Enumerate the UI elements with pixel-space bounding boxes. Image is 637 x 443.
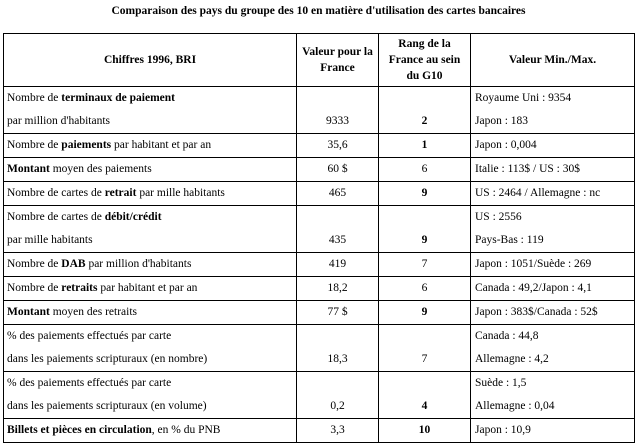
min-max-value: US : 2464 / Allemagne : nc	[471, 182, 635, 206]
france-value: 0,2	[297, 372, 379, 419]
row-label: Nombre de retraits par habitant et par an	[4, 277, 297, 301]
min-max-value: US : 2556 Pays-Bas : 119	[471, 206, 635, 253]
header-chiffres: Chiffres 1996, BRI	[4, 34, 297, 87]
row-label: % des paiements effectués par carte dans les paiements scripturaux (en volume)	[4, 372, 297, 419]
min-max-value: Canada : 49,2/Japon : 4,1	[471, 277, 635, 301]
france-rank: 10	[379, 419, 471, 443]
row-label: Nombre de DAB par million d'habitants	[4, 253, 297, 277]
table-row	[4, 372, 635, 419]
table-row	[4, 134, 635, 158]
france-rank: 9	[379, 182, 471, 206]
min-max-value: Japon : 0,004	[471, 134, 635, 158]
france-rank: 9	[379, 206, 471, 253]
france-value: 9333	[297, 87, 379, 134]
france-value: 3,3	[297, 419, 379, 443]
min-max-value: Suède : 1,5 Allemagne : 0,04	[471, 372, 635, 419]
table-body	[4, 87, 635, 443]
row-label: Billets et pièces en circulation, en % du PNB	[4, 419, 297, 443]
france-value: 419	[297, 253, 379, 277]
table-row	[4, 206, 635, 253]
table-row	[4, 253, 635, 277]
france-value: 465	[297, 182, 379, 206]
min-max-value: Japon : 10,9	[471, 419, 635, 443]
table-row	[4, 182, 635, 206]
table-row	[4, 301, 635, 325]
table-row	[4, 325, 635, 372]
row-label: Nombre de cartes de débit/crédit par mille habitants	[4, 206, 297, 253]
min-max-value: Japon : 383$/Canada : 52$	[471, 301, 635, 325]
header-valeur-france: Valeur pour la France	[297, 34, 379, 87]
comparison-table	[3, 33, 635, 443]
france-rank: 1	[379, 134, 471, 158]
france-value: 18,2	[297, 277, 379, 301]
france-rank: 7	[379, 253, 471, 277]
france-rank: 2	[379, 87, 471, 134]
row-label: Nombre de cartes de retrait par mille habitants	[4, 182, 297, 206]
row-label: % des paiements effectués par carte dans les paiements scripturaux (en nombre)	[4, 325, 297, 372]
france-rank: 4	[379, 372, 471, 419]
header-rang-france: Rang de la France au sein du G10	[379, 34, 471, 87]
row-label: Montant moyen des paiements	[4, 158, 297, 182]
france-rank: 9	[379, 301, 471, 325]
row-label: Nombre de terminaux de paiement par million d'habitants	[4, 87, 297, 134]
header-row	[4, 34, 635, 87]
table-row	[4, 158, 635, 182]
france-rank: 6	[379, 277, 471, 301]
row-label: Nombre de paiements par habitant et par an	[4, 134, 297, 158]
france-value: 35,6	[297, 134, 379, 158]
min-max-value: Italie : 113$ / US : 30$	[471, 158, 635, 182]
header-valeur-min-max: Valeur Min./Max.	[471, 34, 635, 87]
table-row	[4, 277, 635, 301]
france-value: 60 $	[297, 158, 379, 182]
france-value: 77 $	[297, 301, 379, 325]
france-value: 435	[297, 206, 379, 253]
row-label: Montant moyen des retraits	[4, 301, 297, 325]
min-max-value: Royaume Uni : 9354 Japon : 183	[471, 87, 635, 134]
table-row	[4, 87, 635, 134]
france-rank: 6	[379, 158, 471, 182]
france-rank: 7	[379, 325, 471, 372]
min-max-value: Japon : 1051/Suède : 269	[471, 253, 635, 277]
france-value: 18,3	[297, 325, 379, 372]
table-title: Comparaison des pays du groupe des 10 en matière d'utilisation des cartes bancaires	[111, 5, 526, 17]
min-max-value: Canada : 44,8 Allemagne : 4,2	[471, 325, 635, 372]
table-row	[4, 419, 635, 443]
